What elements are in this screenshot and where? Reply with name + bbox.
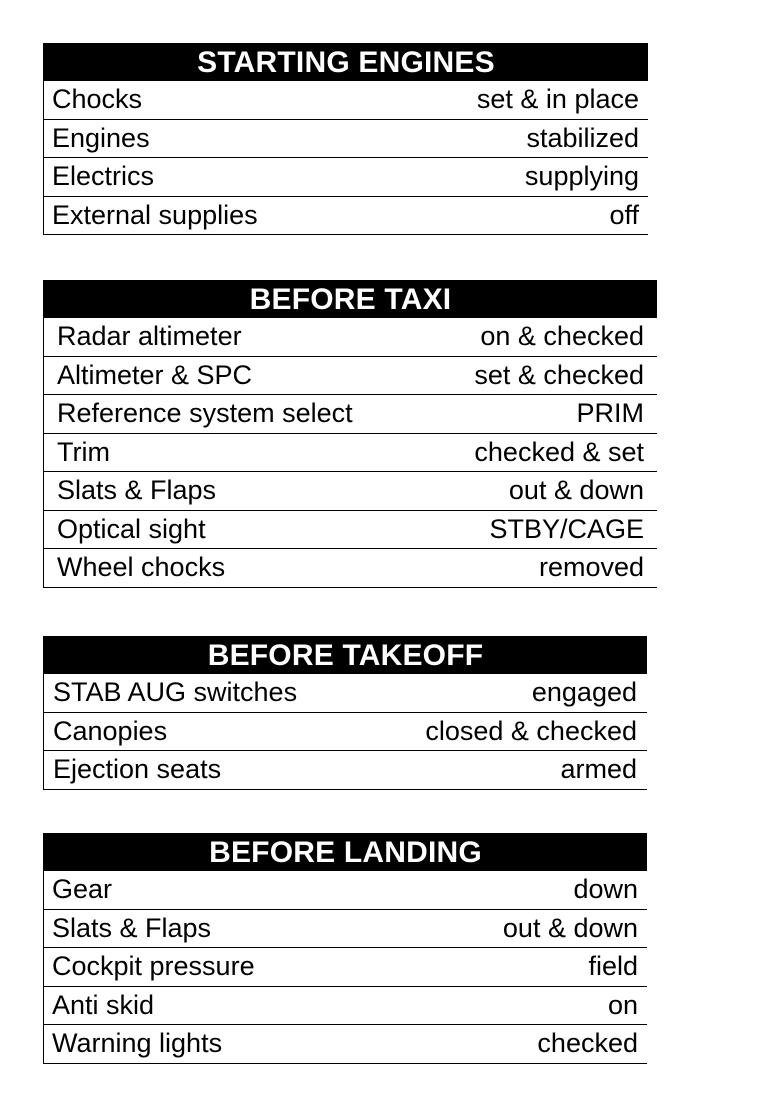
checklist-item: Cockpit pressure <box>52 951 255 982</box>
checklist-row <box>44 948 647 987</box>
checklist-value: removed <box>538 552 644 583</box>
checklist-item: Altimeter & SPC <box>57 359 253 390</box>
checklist-value: field <box>588 951 638 982</box>
checklist-value: down <box>573 874 638 905</box>
checklist-item: Optical sight <box>57 513 206 544</box>
checklist-value: STBY/CAGE <box>489 513 644 544</box>
checklist-item: Slats & Flaps <box>57 475 217 506</box>
checklist-item: Slats & Flaps <box>52 912 212 943</box>
section-title: BEFORE TAKEOFF <box>44 636 647 674</box>
checklist-item: Trim <box>57 436 110 467</box>
checklist-value: PRIM <box>576 398 644 429</box>
checklist-item: Engines <box>52 122 150 153</box>
checklist-value: engaged <box>531 677 637 708</box>
checklist-item: Canopies <box>53 715 168 746</box>
checklist-item: Electrics <box>52 161 155 192</box>
section-title: BEFORE LANDING <box>44 833 647 871</box>
checklist-item: Radar altimeter <box>57 321 242 352</box>
section-title: STARTING ENGINES <box>44 43 648 81</box>
checklist-value: set & checked <box>474 359 644 390</box>
checklist-item: Anti skid <box>52 989 155 1020</box>
checklist-value: checked & set <box>474 436 644 467</box>
checklist-value: closed & checked <box>425 715 637 746</box>
checklist-row <box>44 434 657 473</box>
checklist-value: off <box>609 199 639 230</box>
checklist-value: stabilized <box>526 122 639 153</box>
checklist-row <box>44 81 648 120</box>
checklist-item: External supplies <box>52 199 258 230</box>
checklist-row <box>44 357 657 396</box>
checklist-row <box>44 871 647 910</box>
checklist-row <box>44 549 657 588</box>
checklist-row <box>44 197 648 236</box>
checklist-row <box>44 751 647 790</box>
checklist-row <box>44 910 647 949</box>
checklist-value: set & in place <box>476 84 639 115</box>
checklist-row <box>44 511 657 550</box>
checklist-row <box>44 158 648 197</box>
checklist-item: Wheel chocks <box>57 552 226 583</box>
checklist-value: out & down <box>502 912 638 943</box>
checklist-row <box>44 472 657 511</box>
checklist-before-taxi <box>43 280 657 588</box>
checklist-value: checked <box>537 1028 638 1059</box>
checklist-before-takeoff <box>43 636 647 790</box>
section-title: BEFORE TAXI <box>44 280 657 318</box>
checklist-row <box>44 1025 647 1064</box>
checklist-value: supplying <box>524 161 639 192</box>
checklist-value: armed <box>560 754 637 785</box>
checklist-starting-engines <box>43 43 648 235</box>
checklist-item: Chocks <box>52 84 143 115</box>
checklist-value: on & checked <box>480 321 644 352</box>
checklist-value: on <box>607 989 638 1020</box>
checklist-item: Reference system select <box>57 398 353 429</box>
checklist-row <box>44 120 648 159</box>
checklist-item: STAB AUG switches <box>53 677 298 708</box>
checklist-item: Ejection seats <box>53 754 222 785</box>
checklist-before-landing <box>43 833 647 1064</box>
checklist-value: out & down <box>508 475 644 506</box>
checklist-row <box>44 318 657 357</box>
checklist-item: Gear <box>52 874 113 905</box>
checklist-row <box>44 395 657 434</box>
checklist-row <box>44 674 647 713</box>
checklist-item: Warning lights <box>52 1028 223 1059</box>
checklist-row <box>44 987 647 1026</box>
checklist-row <box>44 713 647 752</box>
